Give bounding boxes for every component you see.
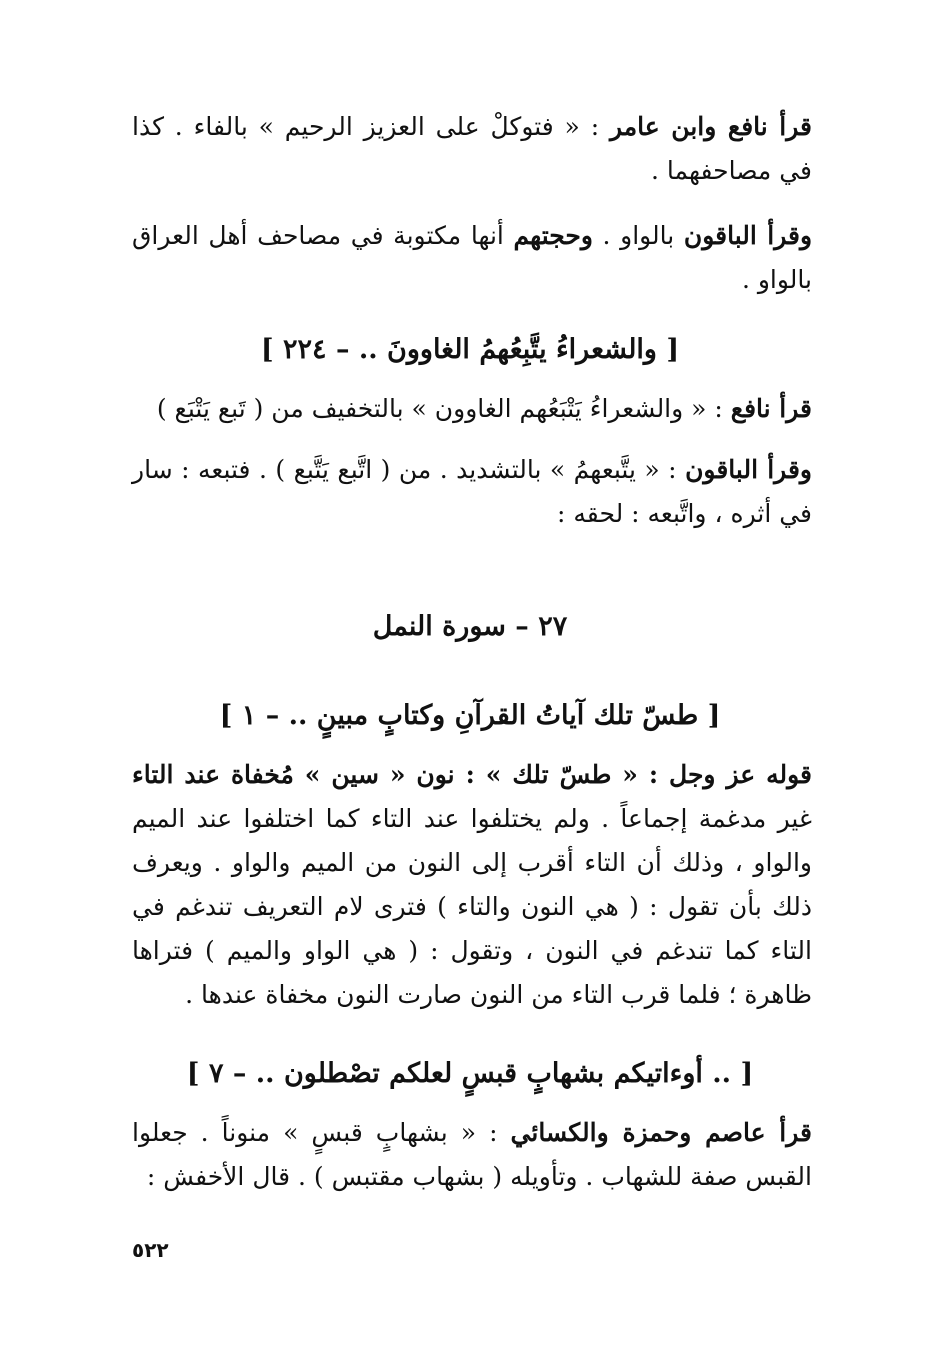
paragraph-nafi-takhfif: [132, 387, 812, 431]
surah-title: ٢٧ – سورة النمل: [372, 611, 568, 642]
paragraph-text: غير مدغمة إجماعاً . ولم يختلفوا عند التاء كما اختلفوا عند الميم والواو ، وذلك أن التاء أقرب إلى النون من الميم والواو . ويعرف ذلك بأن تقول : ( هي النون والتاء ) فترى لام التعريف تندغم في التاء كما تندغم في النون ، وتقول : ( هي الواو والميم ) فتراها ظاهرة ؛ فلما قرب التاء من النون صارت النون مخفاة عندها .: [132, 804, 812, 1009]
paragraph-text: : « يتَّبعهمُ » بالتشديد . من ( اتَّبع يَتَّبع ) . فتبعه : سار في أثره ، واتَّبعه : لحقه :: [132, 455, 812, 528]
paragraph-asim-hamza-kisai: [132, 1111, 812, 1199]
verse-heading-1: [ طسّ تلك آياتُ القرآنِ وكتابٍ مبينٍ .. – ١ ]: [219, 700, 721, 731]
paragraph-text: أنها مكتوبة في مصاحف أهل العراق بالواو .: [132, 221, 812, 294]
reader-names: قرأ نافع وابن عامر: [609, 112, 812, 141]
paragraph-lead: قوله عز وجل : « طسّ تلك » : نون « سين » مُخفاة عند التاء: [132, 760, 812, 789]
paragraph-others-tashdid: [132, 448, 812, 536]
reader-names: قرأ عاصم وحمزة والكسائي: [510, 1118, 812, 1147]
paragraph-nafi-ibn-amir: [132, 105, 812, 193]
paragraph-text: : « بشهابٍ قبسٍ » منوناً . جعلوا القبس صفة للشهاب . وتأويله ( بشهاب مقتبس ) . قال الأخفش :: [132, 1118, 812, 1191]
reader-names: وقرأ الباقون: [683, 221, 813, 250]
paragraph-ta-sin-explanation: [132, 753, 812, 1017]
page-number: ٥٢٢: [132, 1238, 169, 1262]
verse-heading-224: [ والشعراءُ يتَّبِعُهمُ الغاوونَ .. – ٢٢٤ ]: [260, 334, 680, 365]
reader-names: وقرأ الباقون: [685, 455, 813, 484]
reader-names: قرأ نافع: [730, 394, 812, 423]
paragraph-others-waw: [132, 214, 812, 302]
paragraph-text: : « فتوكلْ على العزيز الرحيم » بالفاء . كذا في مصاحفهما .: [132, 112, 812, 185]
verse-heading-7: [ .. أوءاتيكم بشهابٍ قبسٍ لعلكم تصْطلون .. – ٧ ]: [186, 1058, 754, 1089]
argument-label: وحجتهم: [513, 221, 593, 250]
paragraph-text: : « والشعراءُ يَتْبَعُهم الغاوون » بالتخفيف من ( تَبع يَتْبَع ): [156, 394, 731, 423]
paragraph-text: بالواو .: [592, 221, 684, 250]
